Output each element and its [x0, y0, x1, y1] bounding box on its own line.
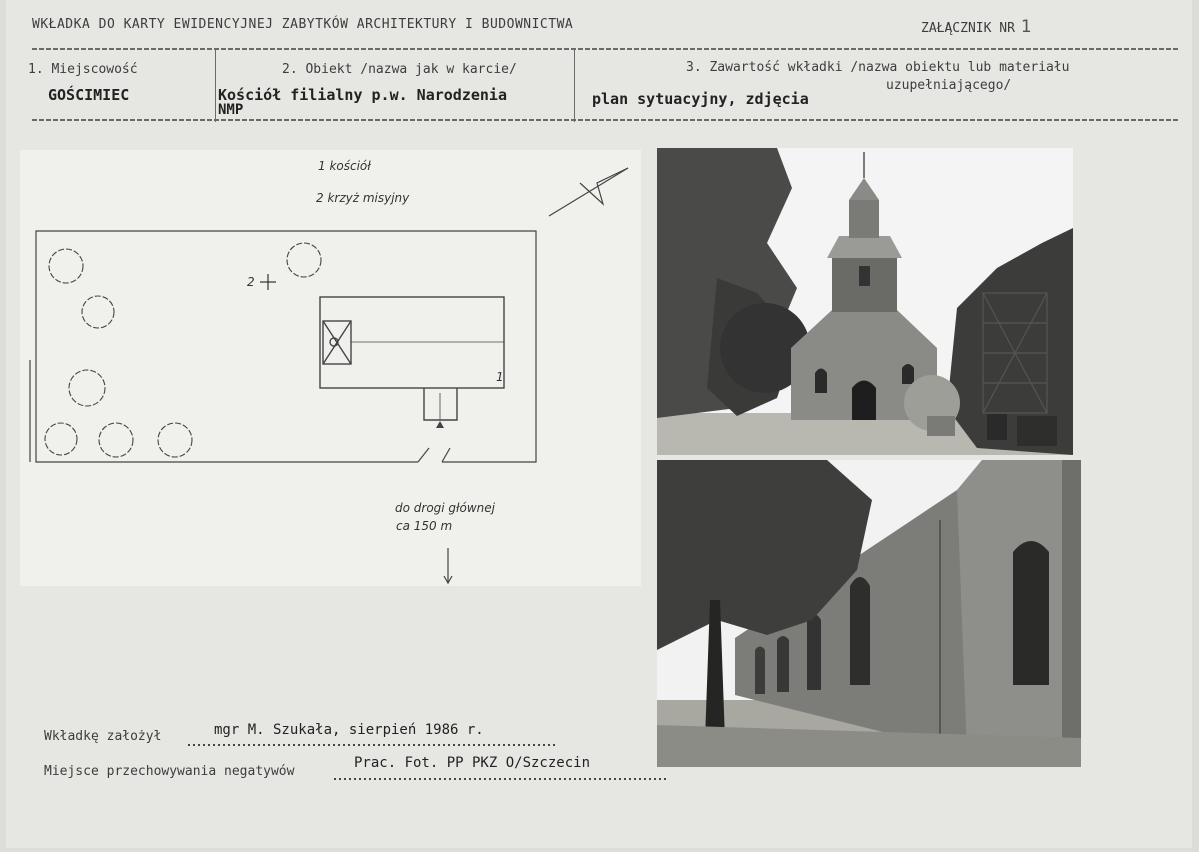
tree-symbols [45, 243, 321, 457]
locality-label: 1. Miejscowość [28, 62, 138, 77]
entrance-arrow-icon [436, 421, 444, 428]
negatives-value: Prac. Fot. PP PKZ O/Szczecin [354, 755, 591, 771]
object-value-line1: Kościół filialny p.w. Narodzenia [218, 86, 507, 104]
contents-label-line1: 3. Zawartość wkładki /nazwa obiektu lub materiału [686, 60, 1070, 75]
annex-label-text: ZAŁĄCZNIK NR [921, 21, 1015, 36]
column-divider-2 [574, 50, 575, 122]
site-plan-drawing [20, 150, 641, 586]
negatives-dotted-line [334, 778, 668, 780]
church-outline [320, 297, 504, 420]
property-boundary [30, 231, 536, 462]
cross-marker: 2 [247, 275, 255, 289]
road-note-line2: ca 150 m [396, 519, 453, 533]
cross-icon [260, 274, 276, 290]
locality-value: GOŚCIMIEC [48, 86, 130, 104]
photo-church-side [657, 460, 1081, 767]
photo-church-facade [657, 148, 1073, 455]
top-rule [32, 48, 1180, 50]
road-direction-arrow-icon [444, 548, 452, 583]
north-arrow-icon [549, 168, 628, 216]
site-plan [20, 150, 641, 586]
legend-church: 1 kościół [318, 159, 371, 173]
column-divider-1 [215, 50, 216, 122]
form-title: WKŁADKA DO KARTY EWIDENCYJNEJ ZABYTKÓW ARCHITEKTURY I BUDOWNICTWA [32, 17, 574, 32]
contents-label-line2: uzupełniającego/ [886, 78, 1012, 93]
road-note-line1: do drogi głównej [395, 501, 495, 515]
created-by-label: Wkładkę założył [44, 729, 162, 744]
created-by-value: mgr M. Szukała, sierpień 1986 r. [214, 722, 484, 738]
church-marker: 1 [496, 370, 504, 384]
annex-label [921, 17, 1032, 37]
annex-number: 1 [1020, 17, 1032, 37]
object-label: 2. Obiekt /nazwa jak w karcie/ [282, 62, 517, 77]
contents-value: plan sytuacyjny, zdjęcia [592, 90, 809, 108]
negatives-label: Miejsce przechowywania negatywów [44, 764, 295, 779]
object-value-line2: NMP [218, 102, 244, 118]
record-insert-sheet [6, 0, 1192, 848]
bottom-rule [32, 119, 1180, 121]
legend-cross: 2 krzyż misyjny [316, 191, 410, 205]
created-by-dotted-line [188, 744, 556, 746]
